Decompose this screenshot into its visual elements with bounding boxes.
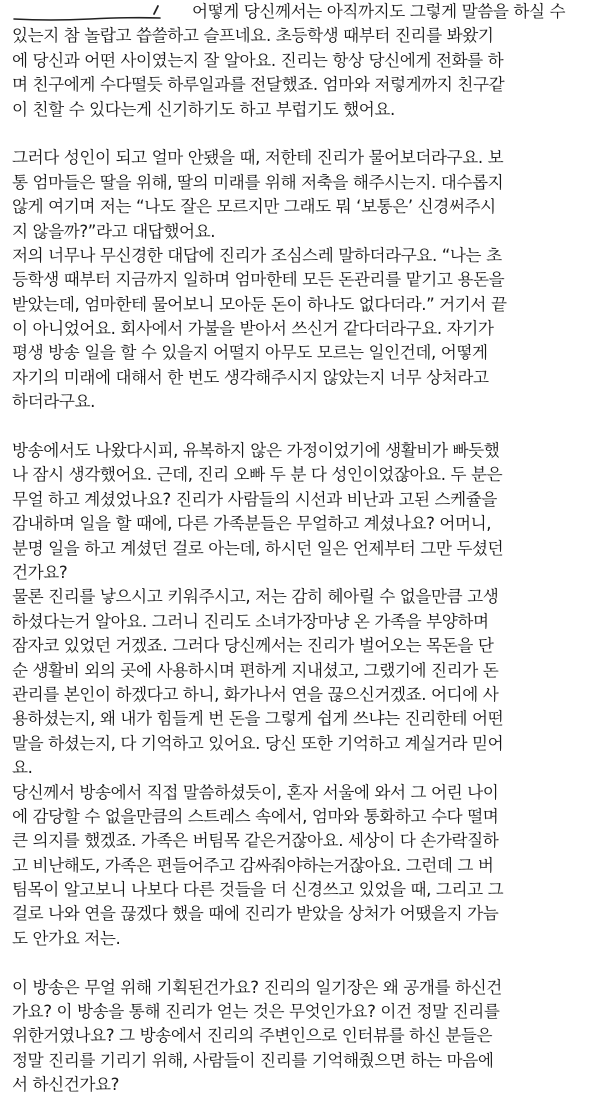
text-line: 가요? 이 방송을 통해 진리가 얻는 것은 무엇인가요? 이건 정말 진리를	[12, 1002, 500, 1022]
text-line: 큰 의지를 했겠죠. 가족은 버팀목 같은거잖아요. 세상이 다 손가락질하	[12, 831, 499, 851]
text-line: 물론 진리를 낳으시고 키워주시고, 저는 감히 헤아릴 수 없을만큼 고생	[12, 587, 499, 607]
text-line: 무얼 하고 계셨었나요? 진리가 사람들의 시선과 비난과 고된 스케쥴을	[12, 489, 498, 509]
text-line: 않게 여기며 저는 “나도 잘은 모르지만 그래도 뭐 ‘보통은’ 신경써주시	[12, 197, 496, 217]
text-line: 하셨다는거 알아요. 그러니 진리도 소녀가장마냥 온 가족을 부양하며	[12, 611, 489, 631]
paragraph-4	[12, 976, 592, 1098]
text-line: 분명 일을 하고 계셨던 걸로 아는데, 하시던 일은 언제부터 그만 두셨던	[12, 538, 504, 558]
text-line: 있는지 참 놀랍고 씁쓸하고 슬프네요. 초등학생 때부터 진리를 봐왔기	[12, 26, 494, 46]
text-line: 저의 너무나 무신경한 대답에 진리가 조심스레 말하더라구요. “나는 초	[12, 245, 502, 265]
text-line: 어떻게 당신께서는 아직까지도 그렇게 말씀을 하실 수	[192, 2, 566, 21]
text-line: 평생 방송 일을 할 수 있을지 어떨지 아무도 모르는 일인건데, 어떻게	[12, 343, 488, 363]
text-line: 에 감당할 수 없을만큼의 스트레스 속에서, 엄마와 통화하고 수다 떨며	[12, 806, 499, 826]
text-line: 지 않을까?”라고 대답했어요.	[12, 221, 216, 241]
text-line: 받았는데, 엄마한테 물어보니 모아둔 돈이 하나도 없다더라.” 거기서 끝	[12, 294, 507, 314]
text-line: 용하셨는지, 왜 내가 힘들게 번 돈을 그렇게 쉽게 쓰냐는 진리한테 어떤	[12, 709, 504, 729]
text-line: 며 친구에게 수다떨듯 하루일과를 전달했죠. 엄마와 저렇게까지 친구같	[12, 75, 505, 95]
text-line: 도 안가요 저는.	[12, 928, 121, 948]
text-line: 고 비난해도, 가족은 편들어주고 감싸줘야하는거잖아요. 그런데 그 버	[12, 855, 494, 875]
text-line: 요.	[12, 758, 33, 778]
text-line: 정말 진리를 기리기 위해, 사람들이 진리를 기억해줬으면 하는 마음에	[12, 1050, 494, 1070]
text-line: 말을 하셨는지, 다 기억하고 있어요. 당신 또한 기억하고 계실거라 믿어	[12, 733, 504, 753]
text-line: 나 잠시 생각했어요. 근데, 진리 오빠 두 분 다 성인이었잖아요. 두 분은	[12, 465, 503, 485]
text-line: 이 친할 수 있다는게 신기하기도 하고 부럽기도 했어요.	[12, 99, 395, 119]
text-line: 관리를 본인이 하겠다고 하니, 화가나서 연을 끊으신거겠죠. 어디에 사	[12, 684, 499, 704]
text-line: 하더라구요.	[12, 392, 96, 412]
text-line: 잠자코 있었던 거겠죠. 그러다 당신께서는 진리가 벌어오는 목돈을 단	[12, 636, 494, 656]
text-line: 팀목이 알고보니 나보다 다른 것들을 더 신경쓰고 있었을 때, 그리고 그	[12, 880, 504, 900]
paragraph-1	[12, 0, 592, 122]
text-line: 에 당신과 어떤 사이였는지 잘 알아요. 진리는 항상 당신에게 전화를 하	[12, 50, 504, 70]
text-line: 통 엄마들은 딸을 위해, 딸의 미래를 위해 저축을 해주시는지. 대수롭지	[12, 172, 504, 192]
text-line: 감내하며 일을 할 때에, 다른 가족분들은 무얼하고 계셨나요? 어머니,	[12, 514, 492, 534]
text-line: 자기의 미래에 대해서 한 번도 생각해주시지 않았는지 너무 상처라고	[12, 367, 489, 387]
text-line: 서 하신건가요?	[12, 1075, 120, 1095]
text-line: 이 아니었어요. 회사에서 가불을 받아서 쓰신거 같다더라구요. 자기가	[12, 319, 494, 339]
paragraph-3	[12, 439, 592, 951]
paragraph-2	[12, 146, 592, 414]
text-line: 건가요?	[12, 562, 68, 582]
letter-body	[12, 0, 592, 1098]
text-line: 위한거였나요? 그 방송에서 진리의 주변인으로 인터뷰를 하신 분들은	[12, 1026, 493, 1046]
text-line: 당신께서 방송에서 직접 말씀하셨듯이, 혼자 서울에 와서 그 어린 나이	[12, 782, 499, 802]
text-line: 이 방송은 무얼 위해 기획된건가요? 진리의 일기장은 왜 공개를 하신건	[12, 977, 502, 997]
text-line: 그러다 성인이 되고 얼마 안됐을 때, 저한테 진리가 물어보더라구요. 보	[12, 148, 504, 168]
text-line: 순 생활비 외의 곳에 사용하시며 편하게 지내셨고, 그랬기에 진리가 돈	[12, 660, 499, 680]
text-line: 방송에서도 나왔다시피, 유복하지 않은 가정이었기에 생활비가 빠듯했	[12, 441, 500, 461]
text-line: 걸로 나와 연을 끊겠다 했을 때에 진리가 받았을 상처가 어땠을지 가늠	[12, 904, 499, 924]
text-line: 등학생 때부터 지금까지 일하며 엄마한테 모든 돈관리를 맡기고 용돈을	[12, 270, 505, 290]
